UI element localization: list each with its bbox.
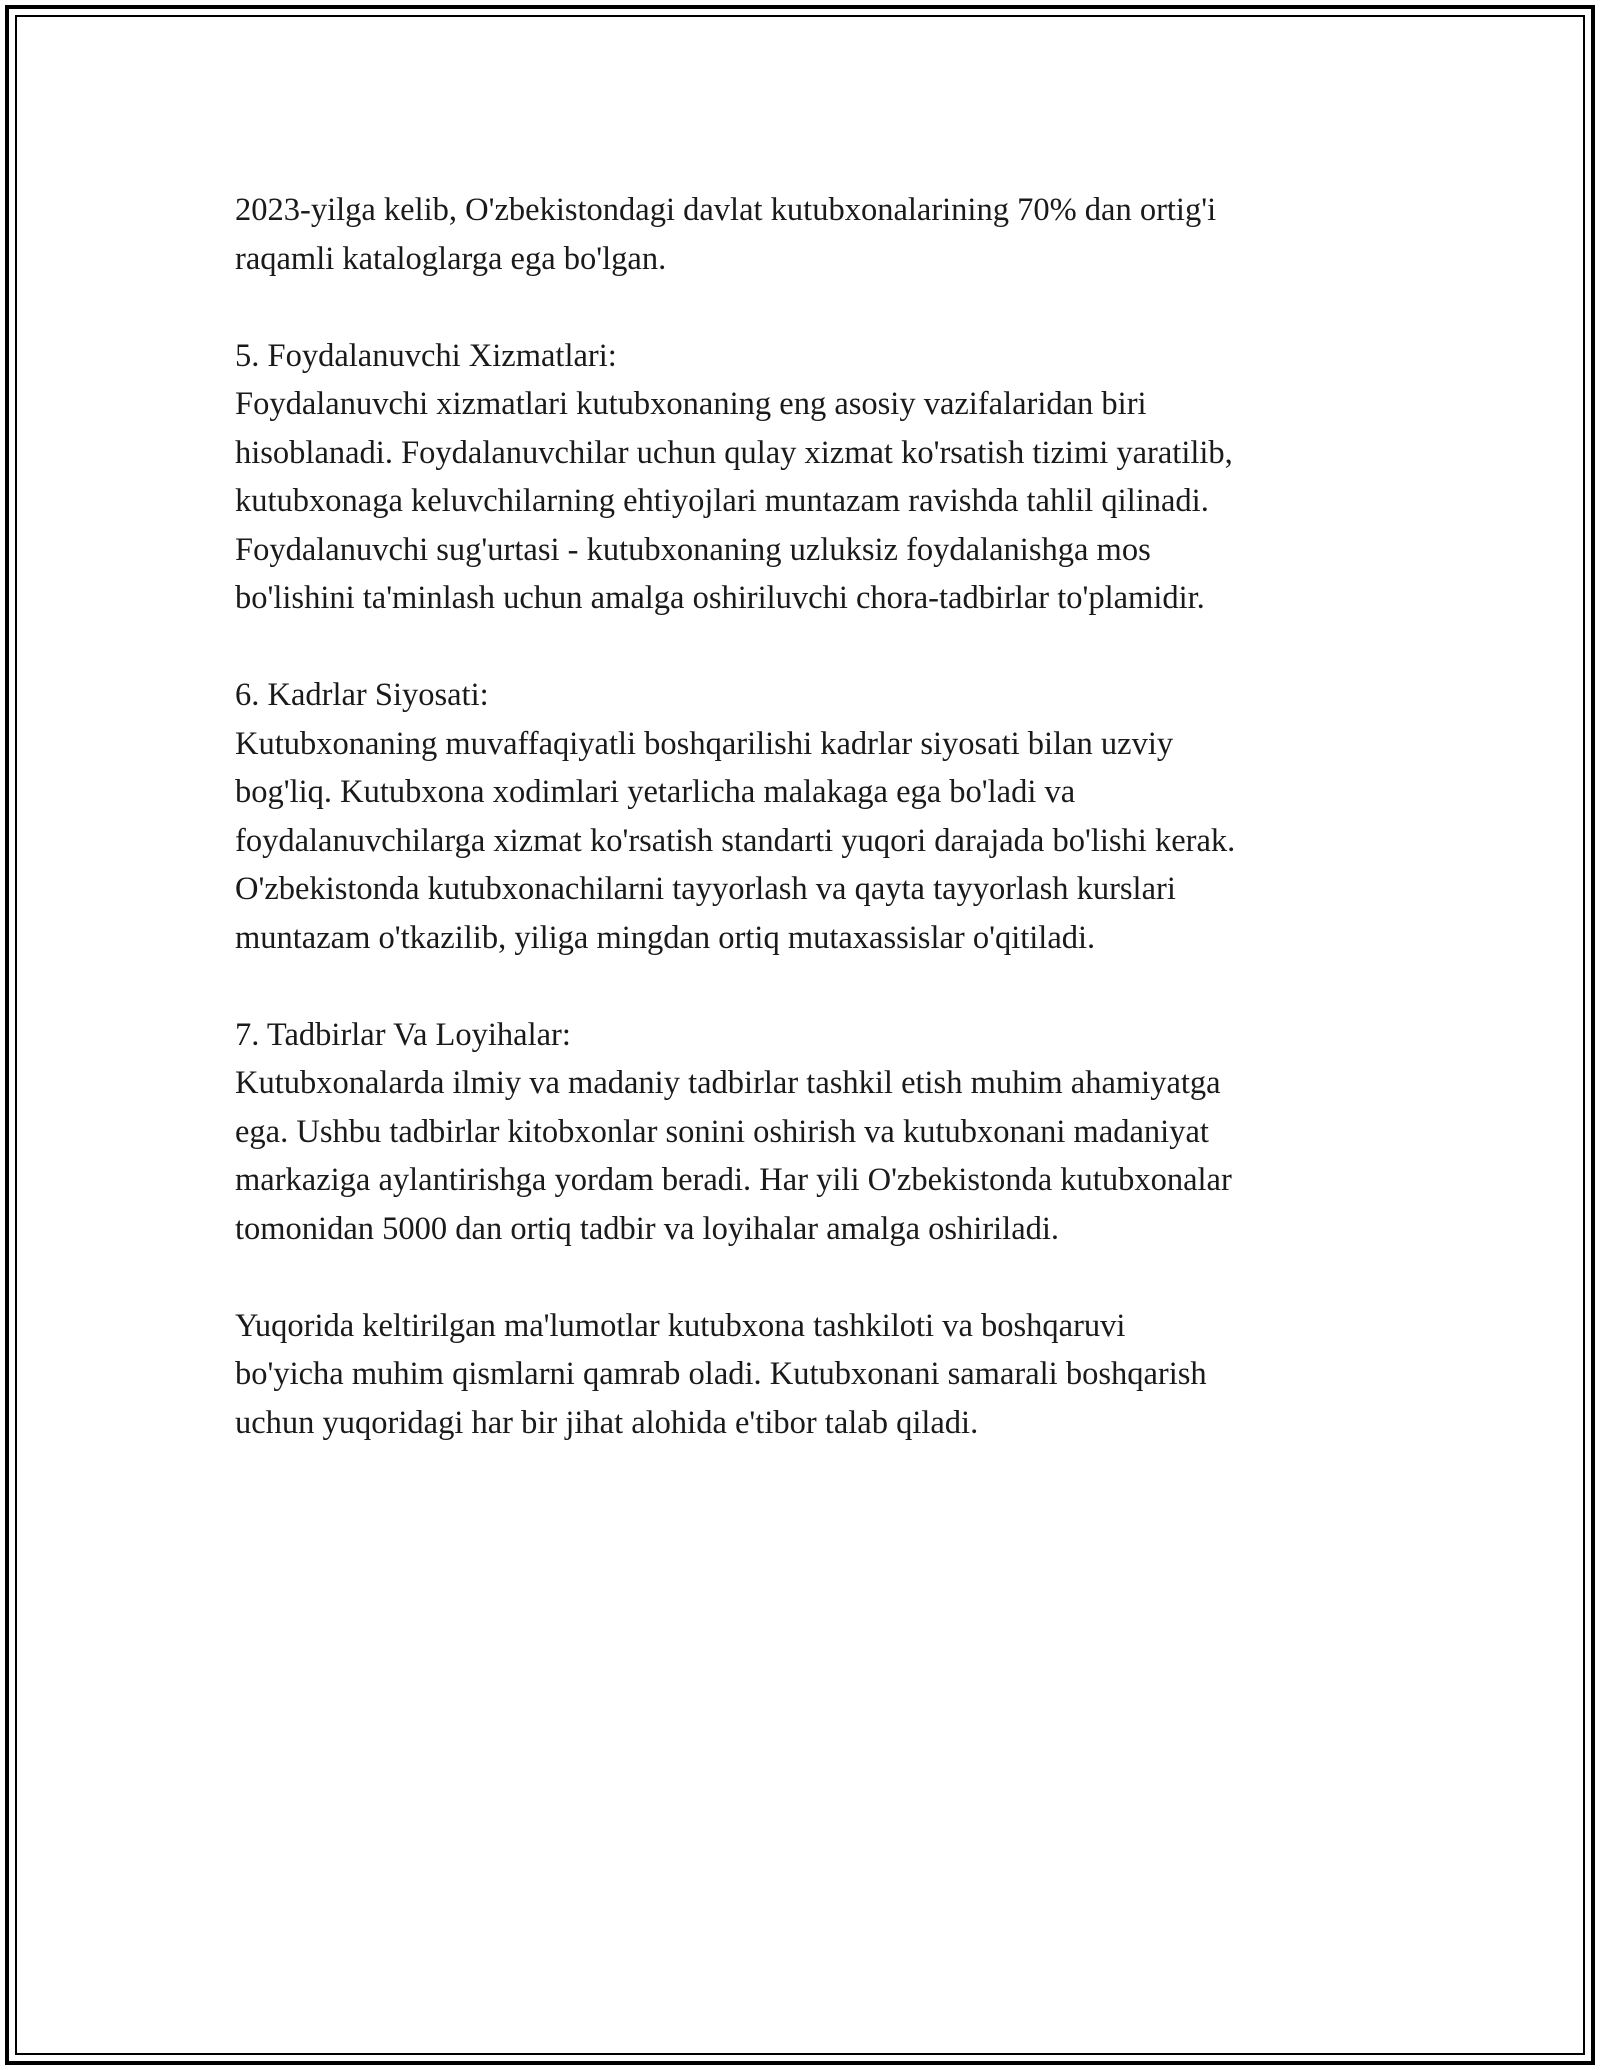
section-body: Kutubxonaning muvaffaqiyatli boshqarilishi kadrlar siyosati bilan uzviy bog'liq. Kutubxona xodimlari yetarlicha malakaga ega bo'ladi va foydalanuvchilarga xizmat ko'rsatish standarti yuqori darajada bo'lishi kerak. O'zbekistonda kutubxonachilarni tayyorlash va qayta tayyorlash kurslari muntazam o'tkazilib, yiliga mingdan ortiq mutaxassislar o'qitiladi. (235, 725, 1236, 956)
section-user-services (235, 332, 1385, 623)
section-heading: 7. Tadbirlar Va Loyihalar: (235, 1016, 571, 1053)
section-body: Foydalanuvchi xizmatlari kutubxonaning eng asosiy vazifalaridan biri hisoblanadi. Foydalanuvchilar uchun qulay xizmat ko'rsatish tizimi yaratilib, kutubxonaga keluvchilarning ehtiyojlari muntazam ravishda tahlil qilinadi. Foydalanuvchi sug'urtasi - kutubxonaning uzluksiz foydalanishga mos bo'lishini ta'minlash uchun amalga oshiriluvchi chora-tadbirlar to'plamidir. (235, 386, 1233, 616)
section-heading: 5. Foydalanuvchi Xizmatlari: (235, 337, 617, 374)
section-heading: 6. Kadrlar Siyosati: (235, 677, 489, 713)
intro-paragraph: 2023-yilga kelib, O'zbekistondagi davlat kutubxonalarining 70% dan ortig'i raqamli kataloglarga ega bo'lgan. (235, 192, 1217, 277)
section-events-projects (235, 1011, 1385, 1254)
conclusion-paragraph: Yuqorida keltirilgan ma'lumotlar kutubxona tashkiloti va boshqaruvi bo'yicha muhim qismlarni qamrab oladi. Kutubxonani samarali boshqarish uchun yuqoridagi har bir jihat alohida e'tibor talab qiladi. (235, 1307, 1207, 1441)
section-body: Kutubxonalarda ilmiy va madaniy tadbirlar tashkil etish muhim ahamiyatga ega. Ushbu tadbirlar kitobxonlar sonini oshirish va kutubxonani madaniyat markaziga aylantirishga yordam beradi. Har yili O'zbekistonda kutubxonalar tomonidan 5000 dan ortiq tadbir va loyihalar amalga oshiriladi. (235, 1065, 1232, 1247)
document-body (235, 186, 1385, 1496)
section-personnel-policy (235, 671, 1385, 962)
